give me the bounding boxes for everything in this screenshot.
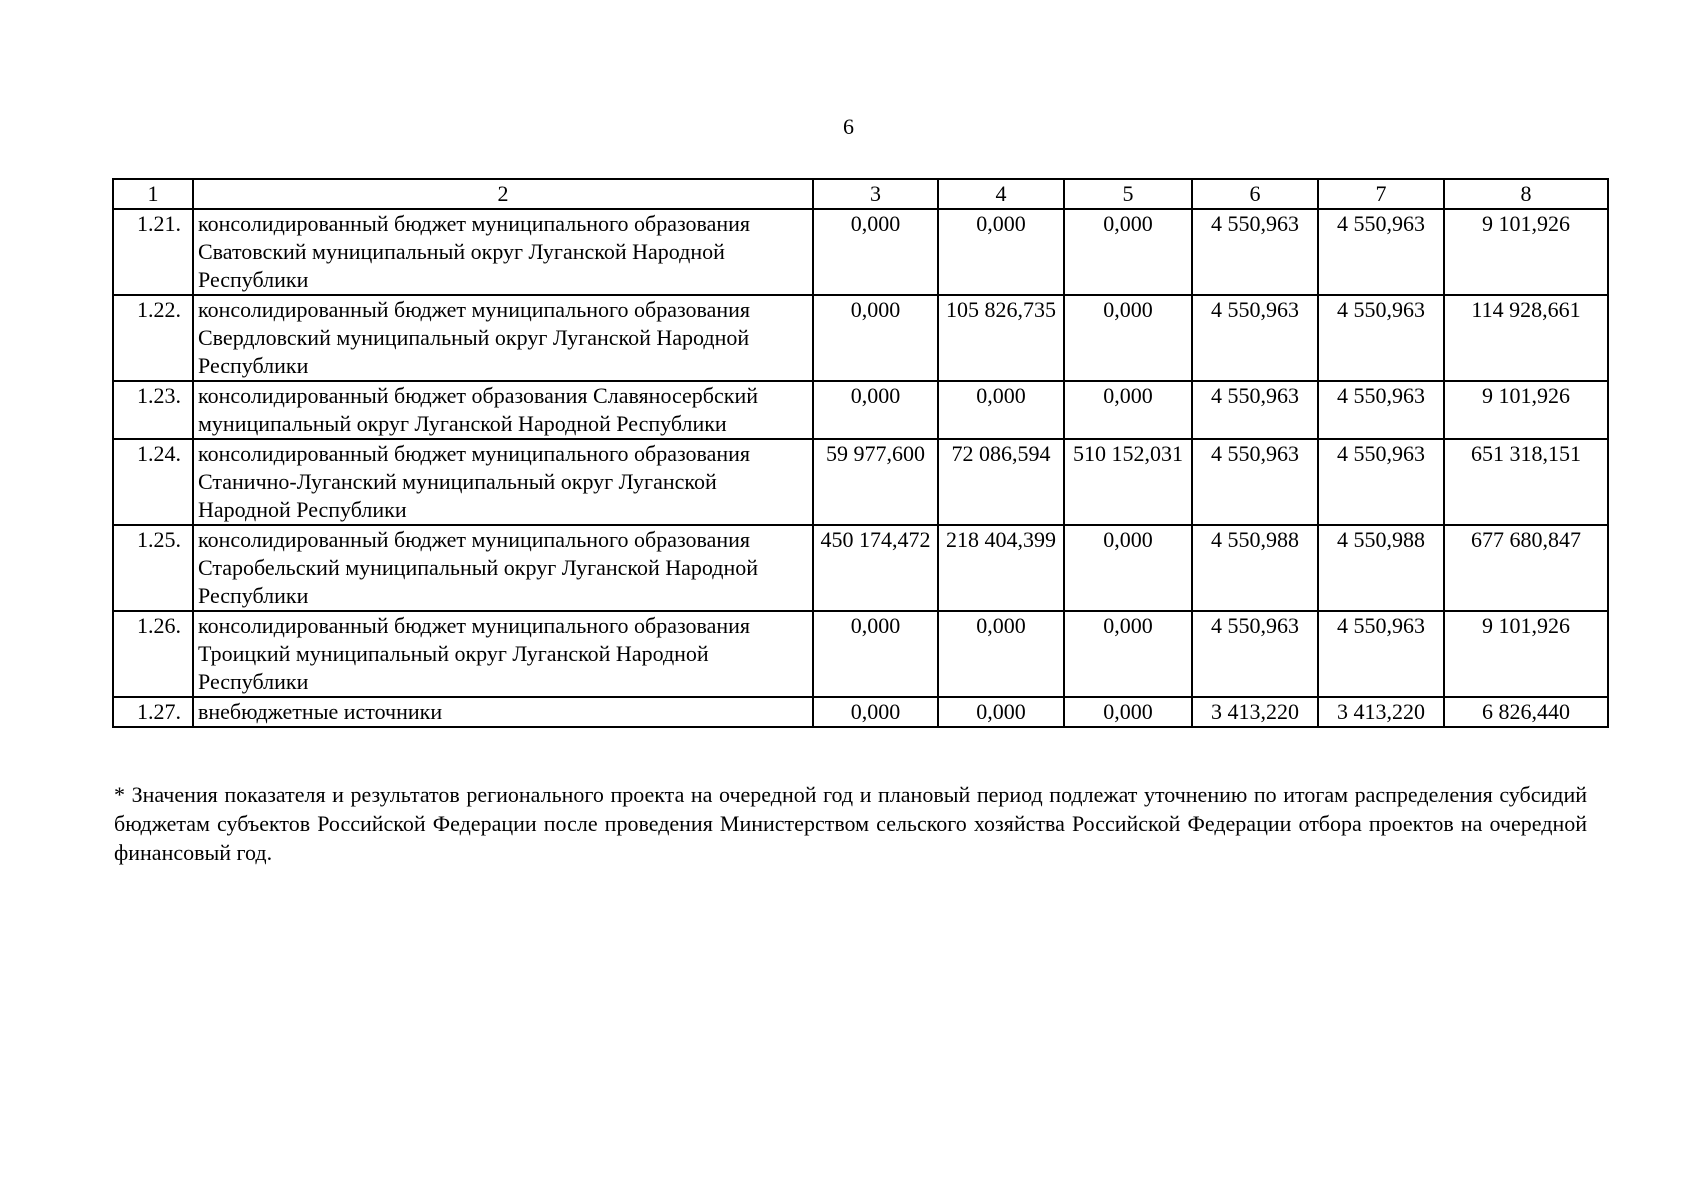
column-header: 5 (1064, 179, 1192, 209)
row-name: консолидированный бюджет муниципального образования Троицкий муниципальный округ Луганской Народной Республики (193, 611, 813, 697)
column-header: 6 (1192, 179, 1318, 209)
table-row (113, 697, 1608, 727)
cell-value: 4 550,963 (1318, 295, 1444, 381)
row-name: консолидированный бюджет образования Славяносербский муниципальный округ Луганской Народной Республики (193, 381, 813, 439)
table-row (113, 381, 1608, 439)
cell-value: 4 550,988 (1192, 525, 1318, 611)
table-row (113, 525, 1608, 611)
column-header: 8 (1444, 179, 1608, 209)
cell-value: 0,000 (938, 381, 1064, 439)
cell-value: 0,000 (813, 381, 938, 439)
cell-value: 72 086,594 (938, 439, 1064, 525)
table-header-row (113, 179, 1608, 209)
cell-value: 0,000 (813, 209, 938, 295)
page-number: 6 (843, 114, 854, 139)
cell-value: 0,000 (1064, 295, 1192, 381)
column-header: 4 (938, 179, 1064, 209)
cell-value: 0,000 (1064, 611, 1192, 697)
cell-value: 0,000 (813, 295, 938, 381)
row-index: 1.26. (113, 611, 193, 697)
table-row (113, 295, 1608, 381)
row-index: 1.23. (113, 381, 193, 439)
cell-value: 4 550,963 (1318, 439, 1444, 525)
row-index: 1.24. (113, 439, 193, 525)
column-header: 2 (193, 179, 813, 209)
cell-value: 0,000 (1064, 697, 1192, 727)
table-row (113, 439, 1608, 525)
cell-value: 0,000 (1064, 381, 1192, 439)
cell-value: 0,000 (813, 697, 938, 727)
row-name: внебюджетные источники (193, 697, 813, 727)
cell-value: 4 550,963 (1192, 381, 1318, 439)
column-header: 7 (1318, 179, 1444, 209)
cell-value: 3 413,220 (1318, 697, 1444, 727)
row-index: 1.25. (113, 525, 193, 611)
cell-value: 0,000 (938, 209, 1064, 295)
cell-value: 450 174,472 (813, 525, 938, 611)
table-row (113, 209, 1608, 295)
cell-value: 218 404,399 (938, 525, 1064, 611)
row-index: 1.27. (113, 697, 193, 727)
cell-total: 9 101,926 (1444, 611, 1608, 697)
row-index: 1.22. (113, 295, 193, 381)
footnote: * Значения показателя и результатов регионального проекта на очередной год и плановый период подлежат уточнению по итогам распределения субсидий бюджетам субъектов Российской Федерации после проведения Министерством сельского хозяйства Российской Федерации отбора проектов на очередной финансовый год. (114, 782, 1587, 865)
cell-value: 4 550,963 (1318, 381, 1444, 439)
cell-value: 4 550,988 (1318, 525, 1444, 611)
cell-value: 0,000 (1064, 209, 1192, 295)
cell-value: 59 977,600 (813, 439, 938, 525)
cell-value: 4 550,963 (1318, 611, 1444, 697)
cell-total: 677 680,847 (1444, 525, 1608, 611)
cell-total: 9 101,926 (1444, 381, 1608, 439)
cell-value: 3 413,220 (1192, 697, 1318, 727)
cell-value: 4 550,963 (1318, 209, 1444, 295)
cell-value: 0,000 (938, 611, 1064, 697)
cell-value: 4 550,963 (1192, 439, 1318, 525)
cell-total: 6 826,440 (1444, 697, 1608, 727)
column-header: 3 (813, 179, 938, 209)
row-index: 1.21. (113, 209, 193, 295)
cell-value: 105 826,735 (938, 295, 1064, 381)
row-name: консолидированный бюджет муниципального образования Старобельский муниципальный округ Луганской Народной Республики (193, 525, 813, 611)
row-name: консолидированный бюджет муниципального образования Свердловский муниципальный округ Луганской Народной Республики (193, 295, 813, 381)
budget-table (112, 178, 1609, 728)
cell-value: 0,000 (813, 611, 938, 697)
cell-value: 510 152,031 (1064, 439, 1192, 525)
cell-total: 651 318,151 (1444, 439, 1608, 525)
cell-value: 0,000 (938, 697, 1064, 727)
cell-total: 114 928,661 (1444, 295, 1608, 381)
column-header: 1 (113, 179, 193, 209)
cell-value: 4 550,963 (1192, 209, 1318, 295)
row-name: консолидированный бюджет муниципального образования Сватовский муниципальный округ Луганской Народной Республики (193, 209, 813, 295)
row-name: консолидированный бюджет муниципального образования Станично-Луганский муниципальный округ Луганской Народной Республики (193, 439, 813, 525)
cell-total: 9 101,926 (1444, 209, 1608, 295)
cell-value: 0,000 (1064, 525, 1192, 611)
cell-value: 4 550,963 (1192, 295, 1318, 381)
table-row (113, 611, 1608, 697)
cell-value: 4 550,963 (1192, 611, 1318, 697)
